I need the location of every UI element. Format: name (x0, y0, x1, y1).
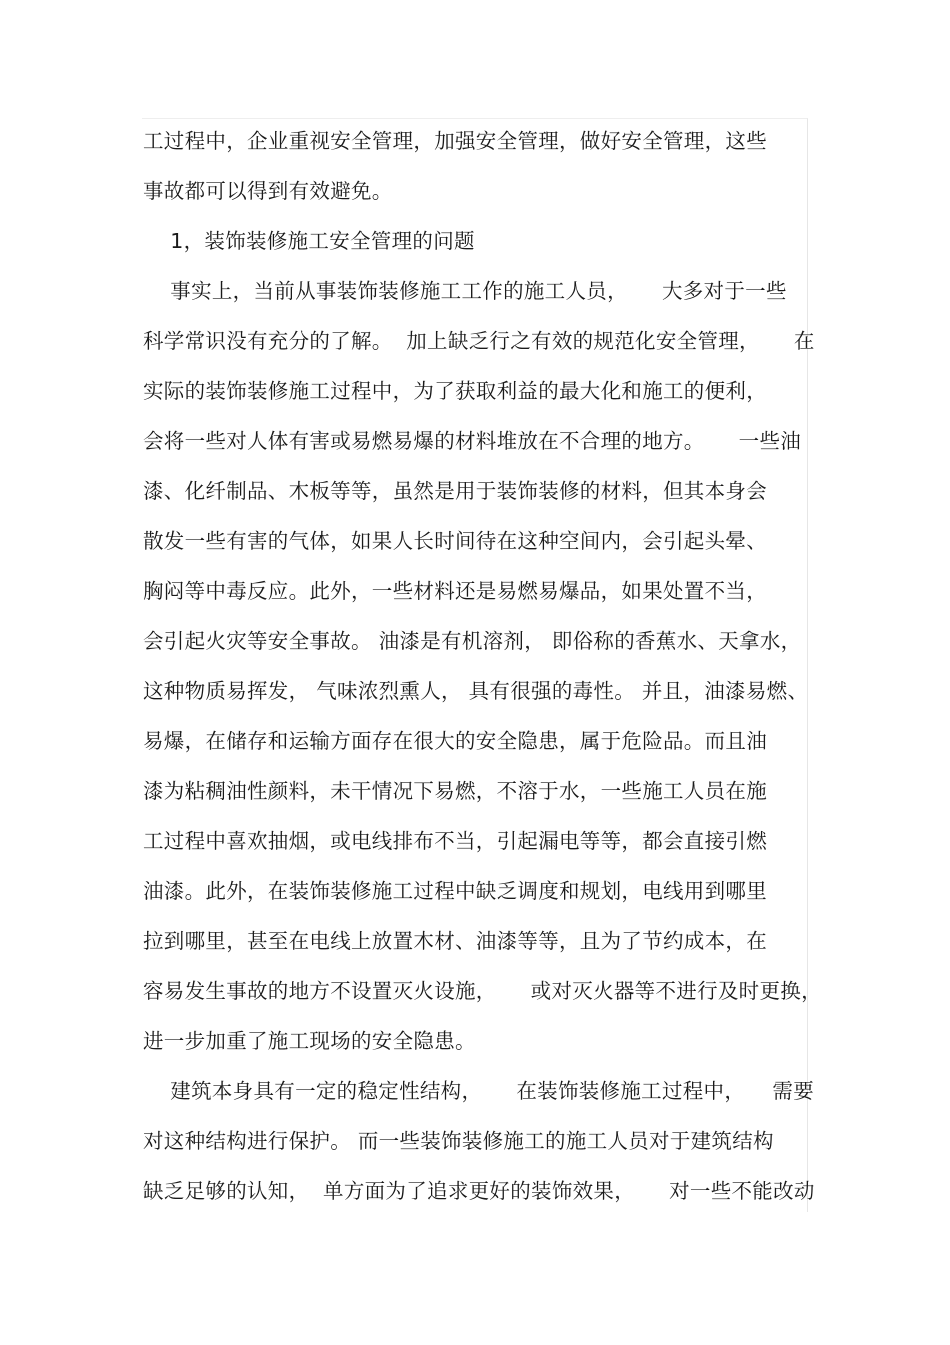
text-line: 胸闷等中毒反应。此外，一些材料还是易燃易爆品，如果处置不当， (143, 579, 767, 603)
text-line: 缺乏足够的认知， 单方面为了追求更好的装饰效果， 对一些不能改动 (143, 1179, 815, 1203)
text-line: 工过程中喜欢抽烟，或电线排布不当，引起漏电等等，都会直接引燃 (143, 829, 767, 853)
text-line: 易爆，在储存和运输方面存在很大的安全隐患，属于危险品。而且油 (143, 729, 767, 753)
text-line: 事实上，当前从事装饰装修施工工作的施工人员， 大多对于一些 (143, 279, 787, 303)
text-line: 会引起火灾等安全事故。 油漆是有机溶剂， 即俗称的香蕉水、天拿水， (143, 629, 802, 653)
text-line: 会将一些对人体有害或易燃易爆的材料堆放在不合理的地方。 一些油 (143, 429, 802, 453)
text-line: 对这种结构进行保护。 而一些装饰装修施工的施工人员对于建筑结构 (143, 1129, 774, 1153)
text-line: 实际的装饰装修施工过程中，为了获取利益的最大化和施工的便利， (143, 379, 767, 403)
text-line: 这种物质易挥发， 气味浓烈熏人， 具有很强的毒性。 并且，油漆易燃、 (143, 679, 809, 703)
text-line: 散发一些有害的气体，如果人长时间待在这种空间内，会引起头晕、 (143, 529, 767, 553)
text-line: 工过程中，企业重视安全管理，加强安全管理，做好安全管理，这些 (143, 129, 767, 153)
section-heading: 1，装饰装修施工安全管理的问题 (143, 229, 475, 253)
text-line: 进一步加重了施工现场的安全隐患。 (143, 1029, 476, 1053)
text-line: 建筑本身具有一定的稳定性结构， 在装饰装修施工过程中， 需要 (143, 1079, 815, 1103)
text-line: 漆、化纤制品、木板等等，虽然是用于装饰装修的材料，但其本身会 (143, 479, 767, 503)
text-line: 容易发生事故的地方不设置灭火设施， 或对灭火器等不进行及时更换， (143, 979, 822, 1003)
text-line: 事故都可以得到有效避免。 (143, 179, 393, 203)
text-line: 油漆。此外，在装饰装修施工过程中缺乏调度和规划，电线用到哪里 (143, 879, 767, 903)
text-line: 漆为粘稠油性颜料，未干情况下易燃，不溶于水，一些施工人员在施 (143, 779, 767, 803)
text-line: 科学常识没有充分的了解。 加上缺乏行之有效的规范化安全管理， 在 (143, 329, 815, 353)
text-line: 拉到哪里，甚至在电线上放置木材、油漆等等，且为了节约成本，在 (143, 929, 767, 953)
